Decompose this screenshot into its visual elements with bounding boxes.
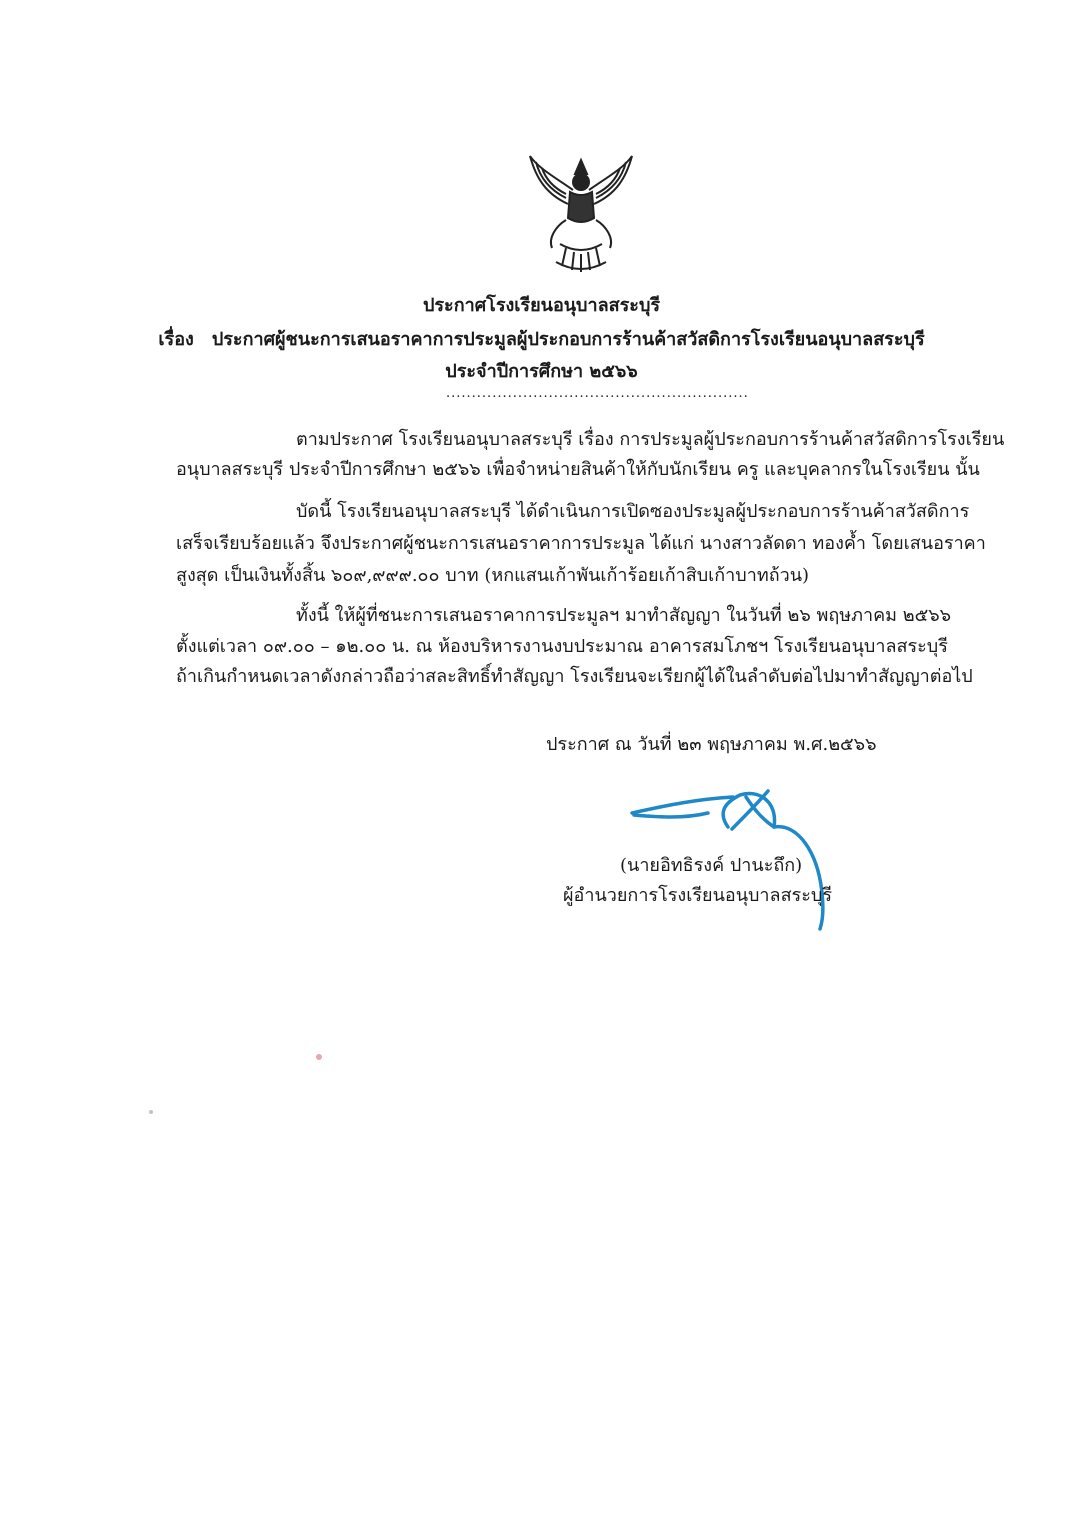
paragraph-3-line-3: ถ้าเกินกำหนดเวลาดังกล่าวถือว่าสละสิทธิ์ทำสัญญา โรงเรียนจะเรียกผู้ได้ในลำดับต่อไปมาทำสัญญาต่อไป (176, 666, 973, 687)
signatory-position: ผู้อำนวยการโรงเรียนอนุบาลสระบุรี (563, 885, 832, 906)
stray-gray-mark (146, 1106, 156, 1118)
stray-red-mark (312, 1050, 326, 1064)
announcement-subject (0, 324, 1083, 353)
paragraph-1-line-2: อนุบาลสระบุรี ประจำปีการศึกษา ๒๕๖๖ เพื่อจำหน่ายสินค้าให้กับนักเรียน ครู และบุคลากรในโรงเรียน นั้น (176, 459, 980, 480)
paragraph-2-line-3: สูงสุด เป็นเงินทั้งสิ้น ๖๐๙,๙๙๙.๐๐ บาท (หกแสนเก้าพันเก้าร้อยเก้าสิบเก้าบาทถ้วน) (176, 565, 810, 586)
garuda-emblem-icon (526, 148, 636, 278)
announcement-title: ประกาศโรงเรียนอนุบาลสระบุรี (422, 295, 661, 316)
subject-label: เรื่อง (158, 329, 194, 350)
dateline: ประกาศ ณ วันที่ ๒๓ พฤษภาคม พ.ศ.๒๕๖๖ (546, 734, 877, 755)
paragraph-3-line-1: ทั้งนี้ ให้ผู้ที่ชนะการเสนอราคาการประมูลฯ มาทำสัญญา ในวันที่ ๒๖ พฤษภาคม ๒๕๖๖ (296, 605, 952, 626)
paragraph-2-line-1: บัดนี้ โรงเรียนอนุบาลสระบุรี ได้ดำเนินการเปิดซองประมูลผู้ประกอบการร้านค้าสวัสดิการ (296, 501, 970, 522)
signatory-name: (นายอิทธิรงค์ ปานะถึก) (620, 855, 803, 876)
paragraph-1-line-1: ตามประกาศ โรงเรียนอนุบาลสระบุรี เรื่อง การประมูลผู้ประกอบการร้านค้าสวัสดิการโรงเรียน (296, 429, 1005, 450)
subject-line-2: ประจำปีการศึกษา ๒๕๖๖ (445, 361, 638, 382)
subject-text: ประกาศผู้ชนะการเสนอราคาการประมูลผู้ประกอบการร้านค้าสวัสดิการโรงเรียนอนุบาลสระบุรี (211, 329, 925, 350)
separator-line: ........................................................... (446, 386, 749, 401)
paragraph-2-line-2: เสร็จเรียบร้อยแล้ว จึงประกาศผู้ชนะการเสนอราคาการประมูล ได้แก่ นางสาวลัดดา ทองค้ำ โดยเสนอราคา (176, 533, 986, 554)
paragraph-3-line-2: ตั้งแต่เวลา ๐๙.๐๐ – ๑๒.๐๐ น. ณ ห้องบริหารงานงบประมาณ อาคารสมโภชฯ โรงเรียนอนุบาลสระบุรี (176, 636, 948, 657)
